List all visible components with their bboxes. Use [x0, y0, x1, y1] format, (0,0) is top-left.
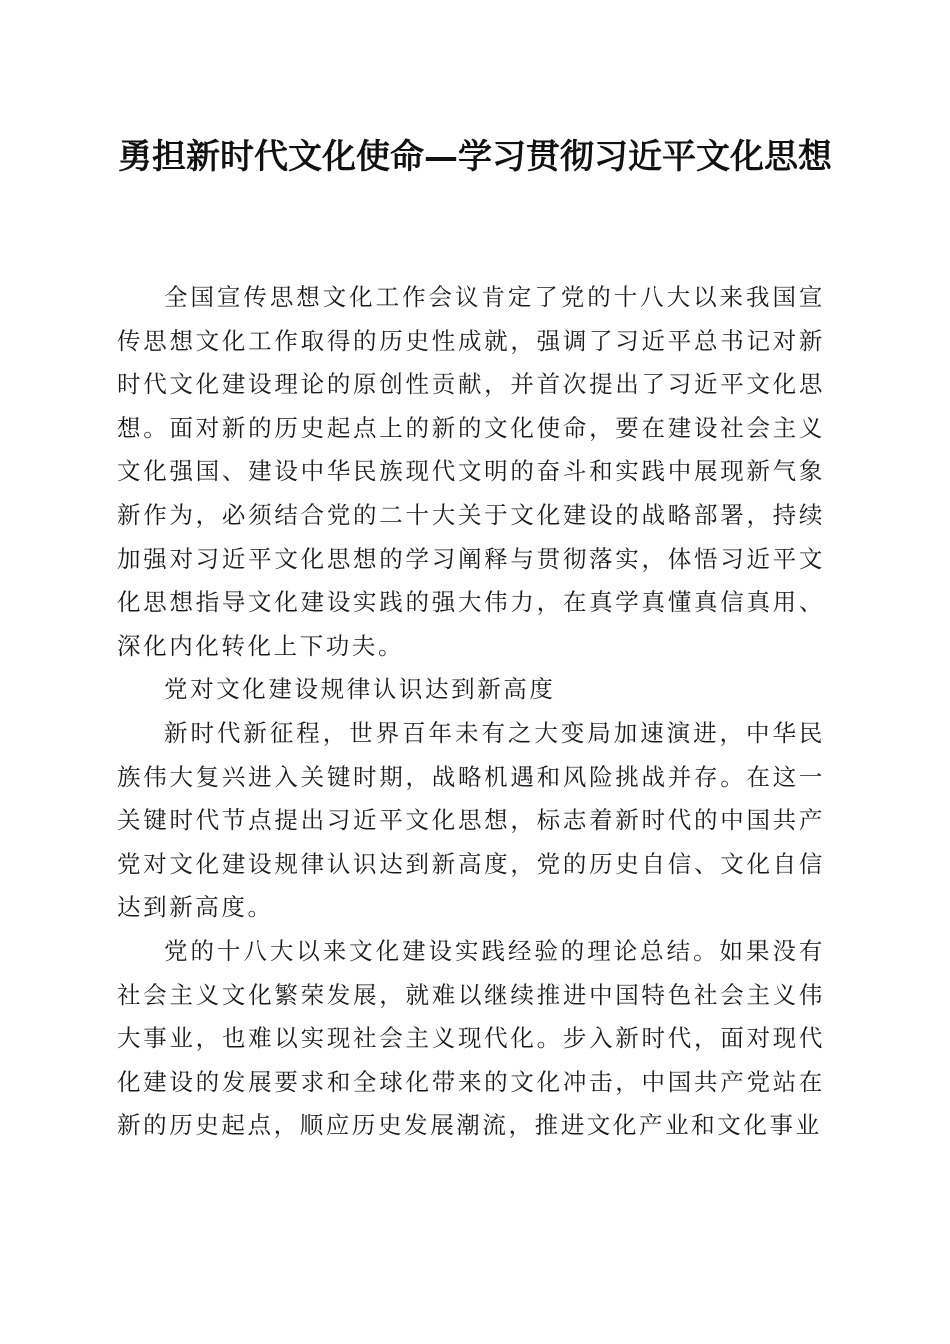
body-paragraph: 新时代新征程，世界百年未有之大变局加速演进，中华民族伟大复兴进入关键时期，战略机遇和风险挑战并存。在这一关键时代节点提出习近平文化思想，标志着新时代的中国共产党对文化建设规律认识达到新高度，党的历史自信、文化自信达到新高度。	[117, 718, 825, 922]
document-title: 勇担新时代文化使命—学习贯彻习近平文化思想	[118, 137, 832, 177]
body-paragraph: 党的十八大以来文化建设实践经验的理论总结。如果没有社会主义文化繁荣发展，就难以继续推进中国特色社会主义伟大事业，也难以实现社会主义现代化。步入新时代，面对现代化建设的发展要求和全球化带来的文化冲击，中国共产党站在新的历史起点，顺应历史发展潮流，推进文化产业和文化事业	[117, 936, 825, 1140]
document-body	[117, 276, 825, 1148]
intro-paragraph: 全国宣传思想文化工作会议肯定了党的十八大以来我国宣传思想文化工作取得的历史性成就，强调了习近平总书记对新时代文化建设理论的原创性贡献，并首次提出了习近平文化思想。面对新的历史起点上的新的文化使命，要在建设社会主义文化强国、建设中华民族现代文明的奋斗和实践中展现新气象新作为，必须结合党的二十大关于文化建设的战略部署，持续加强对习近平文化思想的学习阐释与贯彻落实，体悟习近平文化思想指导文化建设实践的强大伟力，在真学真懂真信真用、深化内化转化上下功夫。	[117, 283, 825, 660]
section-heading: 党对文化建设规律认识达到新高度	[164, 675, 556, 704]
